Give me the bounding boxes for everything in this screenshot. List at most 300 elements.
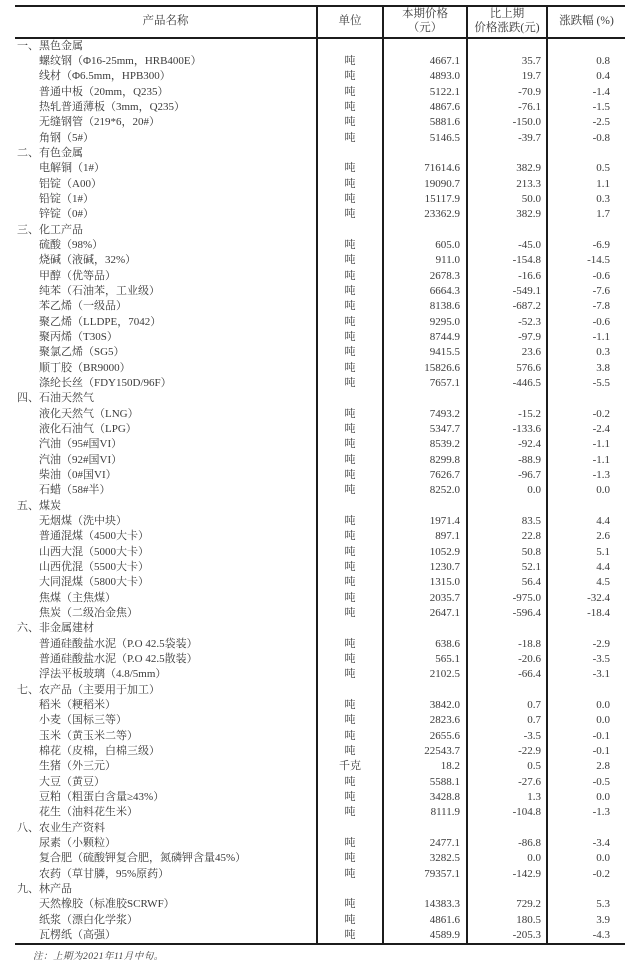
change-percent-cell: 0.0 (547, 713, 625, 728)
current-price-cell: 14383.3 (383, 897, 467, 912)
change-percent-cell: 0.0 (547, 483, 625, 498)
price-change-cell: 50.0 (467, 192, 547, 207)
header-row (15, 6, 625, 38)
price-change-cell: 180.5 (467, 912, 547, 927)
table-row (15, 330, 625, 345)
change-percent-cell: -0.2 (547, 407, 625, 422)
footnote: 注：上期为2021年11月中旬。 (33, 952, 164, 962)
change-percent-cell: -5.5 (547, 376, 625, 391)
product-name-cell: 普通混煤（4500大卡） (39, 530, 149, 543)
table-row (15, 238, 625, 253)
change-percent-cell (547, 499, 625, 514)
current-price-cell: 2035.7 (383, 590, 467, 605)
unit-cell: 吨 (317, 299, 383, 314)
table-row (15, 636, 625, 651)
unit-cell: 吨 (317, 897, 383, 912)
col-header-price-change-line2: 价格涨跌(元) (474, 22, 540, 34)
change-percent-cell: -1.1 (547, 453, 625, 468)
table-row (15, 713, 625, 728)
change-percent-cell: -7.8 (547, 299, 625, 314)
section-row (15, 882, 625, 897)
unit-cell: 吨 (317, 315, 383, 330)
current-price-cell: 4867.6 (383, 100, 467, 115)
table-row (15, 468, 625, 483)
current-price-cell: 4893.0 (383, 69, 467, 84)
current-price-cell: 7657.1 (383, 376, 467, 391)
price-change-cell (467, 621, 547, 636)
change-percent-cell (547, 146, 625, 161)
change-percent-cell: 4.4 (547, 560, 625, 575)
price-change-cell: 56.4 (467, 575, 547, 590)
product-name-cell: 普通硅酸盐水泥（P.O 42.5袋装） (39, 637, 198, 650)
current-price-cell: 1971.4 (383, 514, 467, 529)
change-percent-cell: -4.3 (547, 928, 625, 944)
price-change-cell: -3.5 (467, 728, 547, 743)
product-name-cell: 普通硅酸盐水泥（P.O 42.5散装） (39, 652, 198, 665)
price-change-cell: 50.8 (467, 545, 547, 560)
unit-cell: 吨 (317, 54, 383, 69)
price-change-cell (467, 38, 547, 54)
unit-cell: 吨 (317, 437, 383, 452)
price-change-cell: -66.4 (467, 667, 547, 682)
product-name-cell: 液化天然气（LNG） (39, 407, 139, 420)
price-change-cell: 0.7 (467, 713, 547, 728)
change-percent-cell: -1.4 (547, 85, 625, 100)
product-name-cell: 铝锭（A00） (39, 177, 102, 190)
change-percent-cell: -14.5 (547, 253, 625, 268)
change-percent-cell: 0.8 (547, 54, 625, 69)
col-header-price-change-line1: 比上期 (489, 8, 525, 21)
current-price-cell: 9295.0 (383, 315, 467, 330)
change-percent-cell: 4.5 (547, 575, 625, 590)
price-change-cell: -27.6 (467, 774, 547, 789)
product-name-cell: 螺纹钢（Φ16-25mm，HRB400E） (39, 55, 202, 68)
current-price-cell: 565.1 (383, 652, 467, 667)
table-row (15, 361, 625, 376)
unit-cell (317, 882, 383, 897)
product-name-cell: 大同混煤（5800大卡） (39, 576, 149, 589)
table-row (15, 269, 625, 284)
table-row (15, 851, 625, 866)
table-row (15, 866, 625, 881)
current-price-cell: 8539.2 (383, 437, 467, 452)
current-price-cell (383, 499, 467, 514)
unit-cell (317, 621, 383, 636)
current-price-cell: 8299.8 (383, 453, 467, 468)
unit-cell: 吨 (317, 131, 383, 146)
price-change-cell: 0.0 (467, 851, 547, 866)
price-change-cell: -88.9 (467, 453, 547, 468)
product-name-cell: 六、非金属建材 (17, 622, 94, 635)
table-row (15, 207, 625, 222)
product-name-cell: 苯乙烯（一级品） (39, 300, 127, 313)
change-percent-cell: -0.6 (547, 269, 625, 284)
price-change-cell: -22.9 (467, 744, 547, 759)
table-row (15, 483, 625, 498)
table-row (15, 744, 625, 759)
change-percent-cell: 5.1 (547, 545, 625, 560)
unit-cell: 吨 (317, 529, 383, 544)
current-price-cell: 3282.5 (383, 851, 467, 866)
current-price-cell: 2102.5 (383, 667, 467, 682)
current-price-cell: 2678.3 (383, 269, 467, 284)
price-change-cell: -76.1 (467, 100, 547, 115)
price-change-cell: 23.6 (467, 345, 547, 360)
change-percent-cell: 4.4 (547, 514, 625, 529)
current-price-cell: 4589.9 (383, 928, 467, 944)
current-price-cell: 638.6 (383, 636, 467, 651)
col-header-unit-label: 单位 (338, 15, 362, 28)
table-row (15, 805, 625, 820)
price-change-cell: 83.5 (467, 514, 547, 529)
current-price-cell: 2823.6 (383, 713, 467, 728)
product-name-cell: 普通中板（20mm，Q235） (39, 85, 169, 98)
price-change-cell: -96.7 (467, 468, 547, 483)
current-price-cell: 4667.1 (383, 54, 467, 69)
product-name-cell: 棉花（皮棉，白棉三级） (39, 744, 160, 757)
unit-cell: 吨 (317, 636, 383, 651)
current-price-cell: 15826.6 (383, 361, 467, 376)
product-name-cell: 二、有色金属 (17, 147, 83, 160)
product-name-cell: 液化石油气（LPG） (39, 423, 137, 436)
unit-cell: 吨 (317, 468, 383, 483)
table-row (15, 284, 625, 299)
price-change-cell: -596.4 (467, 606, 547, 621)
price-change-cell: -133.6 (467, 422, 547, 437)
product-name-cell: 花生（油料花生米） (39, 806, 138, 819)
product-name-cell: 浮法平板玻璃（4.8/5mm） (39, 668, 167, 681)
unit-cell: 吨 (317, 728, 383, 743)
unit-cell: 吨 (317, 284, 383, 299)
unit-cell: 吨 (317, 545, 383, 560)
price-change-cell (467, 882, 547, 897)
price-change-cell: -70.9 (467, 85, 547, 100)
unit-cell: 吨 (317, 713, 383, 728)
product-name-cell: 聚乙烯（LLDPE，7042） (39, 315, 162, 328)
product-name-cell: 山西大混（5000大卡） (39, 545, 149, 558)
unit-cell: 吨 (317, 698, 383, 713)
current-price-cell (383, 146, 467, 161)
section-row (15, 391, 625, 406)
price-change-cell: -86.8 (467, 836, 547, 851)
price-change-cell: -205.3 (467, 928, 547, 944)
price-change-cell (467, 820, 547, 835)
product-name-cell: 柴油（0#国VI） (39, 469, 117, 482)
price-change-cell (467, 682, 547, 697)
unit-cell (317, 223, 383, 238)
col-header-product-name-label: 产品名称 (142, 15, 189, 28)
current-price-cell: 5881.6 (383, 115, 467, 130)
unit-cell (317, 499, 383, 514)
change-percent-cell (547, 882, 625, 897)
change-percent-cell: -1.1 (547, 437, 625, 452)
current-price-cell: 897.1 (383, 529, 467, 544)
current-price-cell: 605.0 (383, 238, 467, 253)
current-price-cell (383, 223, 467, 238)
current-price-cell: 9415.5 (383, 345, 467, 360)
current-price-cell: 15117.9 (383, 192, 467, 207)
table-row (15, 560, 625, 575)
unit-cell: 吨 (317, 744, 383, 759)
table-row (15, 590, 625, 605)
col-header-product-name (15, 6, 317, 38)
product-name-cell: 硫酸（98%） (39, 239, 104, 252)
price-change-cell: -142.9 (467, 866, 547, 881)
current-price-cell (383, 38, 467, 54)
unit-cell: 吨 (317, 100, 383, 115)
unit-cell: 吨 (317, 851, 383, 866)
unit-cell: 千克 (317, 759, 383, 774)
unit-cell: 吨 (317, 192, 383, 207)
product-name-cell: 尿素（小颗粒） (39, 836, 116, 849)
product-name-cell: 纸浆（漂白化学浆） (39, 913, 138, 926)
price-change-cell: -39.7 (467, 131, 547, 146)
price-change-cell (467, 391, 547, 406)
product-name-cell: 农药（草甘膦，95%原药） (39, 867, 170, 880)
price-change-cell: -18.8 (467, 636, 547, 651)
unit-cell: 吨 (317, 345, 383, 360)
product-name-cell: 一、黑色金属 (17, 40, 83, 52)
current-price-cell: 2647.1 (383, 606, 467, 621)
current-price-cell: 1052.9 (383, 545, 467, 560)
product-name-cell: 无缝钢管（219*6，20#） (39, 116, 160, 129)
change-percent-cell: -32.4 (547, 590, 625, 605)
product-name-cell: 线材（Φ6.5mm，HPB300） (39, 70, 171, 83)
table-row (15, 606, 625, 621)
current-price-cell: 7626.7 (383, 468, 467, 483)
table-row (15, 514, 625, 529)
unit-cell: 吨 (317, 330, 383, 345)
price-change-cell: 1.3 (467, 790, 547, 805)
product-name-cell: 豆粕（粗蛋白含量≥43%） (39, 790, 165, 803)
price-change-cell: 382.9 (467, 161, 547, 176)
table-row (15, 315, 625, 330)
product-name-cell: 聚丙烯（T30S） (39, 331, 118, 344)
change-percent-cell: -0.1 (547, 744, 625, 759)
unit-cell: 吨 (317, 69, 383, 84)
unit-cell: 吨 (317, 805, 383, 820)
change-percent-cell (547, 682, 625, 697)
product-name-cell: 甲醇（优等品） (39, 269, 116, 282)
price-change-cell: -446.5 (467, 376, 547, 391)
product-name-cell: 天然橡胶（标准胶SCRWF） (39, 898, 175, 911)
price-change-cell: -150.0 (467, 115, 547, 130)
current-price-cell: 23362.9 (383, 207, 467, 222)
price-change-cell: -975.0 (467, 590, 547, 605)
unit-cell: 吨 (317, 836, 383, 851)
change-percent-cell: 1.7 (547, 207, 625, 222)
change-percent-cell: 0.3 (547, 345, 625, 360)
change-percent-cell: -6.9 (547, 238, 625, 253)
change-percent-cell: -0.8 (547, 131, 625, 146)
product-name-cell: 汽油（92#国VI） (39, 453, 123, 466)
current-price-cell: 2655.6 (383, 728, 467, 743)
price-change-cell: -20.6 (467, 652, 547, 667)
table-row (15, 437, 625, 452)
col-header-change-percent (547, 6, 625, 38)
price-change-cell: -687.2 (467, 299, 547, 314)
table-row (15, 652, 625, 667)
unit-cell: 吨 (317, 85, 383, 100)
table-row (15, 667, 625, 682)
change-percent-cell: -2.4 (547, 422, 625, 437)
price-change-cell: 0.0 (467, 483, 547, 498)
current-price-cell (383, 391, 467, 406)
product-name-cell: 复合肥（硫酸钾复合肥，氮磷钾含量45%） (39, 852, 247, 865)
product-name-cell: 纯苯（石油苯，工业级） (39, 285, 160, 298)
section-row (15, 621, 625, 636)
current-price-cell: 8111.9 (383, 805, 467, 820)
change-percent-cell: -3.4 (547, 836, 625, 851)
col-header-change-percent-label: 涨跌幅 (%) (559, 15, 614, 28)
section-row (15, 223, 625, 238)
product-name-cell: 顺丁胶（BR9000） (39, 361, 131, 374)
unit-cell: 吨 (317, 115, 383, 130)
table-row (15, 698, 625, 713)
price-change-cell (467, 499, 547, 514)
change-percent-cell: -3.1 (547, 667, 625, 682)
change-percent-cell: -2.9 (547, 636, 625, 651)
table-row (15, 453, 625, 468)
change-percent-cell: -0.5 (547, 774, 625, 789)
unit-cell: 吨 (317, 928, 383, 944)
table-row (15, 192, 625, 207)
unit-cell: 吨 (317, 253, 383, 268)
price-change-cell: 22.8 (467, 529, 547, 544)
table-row (15, 345, 625, 360)
change-percent-cell (547, 621, 625, 636)
product-name-cell: 电解铜（1#） (39, 162, 105, 175)
product-name-cell: 八、农业生产资料 (17, 821, 105, 834)
change-percent-cell (547, 391, 625, 406)
unit-cell: 吨 (317, 560, 383, 575)
unit-cell: 吨 (317, 667, 383, 682)
table-row (15, 774, 625, 789)
product-name-cell: 稻米（粳稻米） (39, 698, 116, 711)
price-change-cell: 35.7 (467, 54, 547, 69)
unit-cell: 吨 (317, 407, 383, 422)
current-price-cell (383, 682, 467, 697)
table-row (15, 897, 625, 912)
current-price-cell: 8138.6 (383, 299, 467, 314)
col-header-current-price (383, 6, 467, 38)
table-row (15, 177, 625, 192)
price-change-cell: 19.7 (467, 69, 547, 84)
table-row (15, 790, 625, 805)
price-change-cell: 0.7 (467, 698, 547, 713)
table-row (15, 728, 625, 743)
unit-cell (317, 682, 383, 697)
current-price-cell (383, 621, 467, 636)
table-row (15, 161, 625, 176)
unit-cell: 吨 (317, 453, 383, 468)
price-change-cell: -97.9 (467, 330, 547, 345)
unit-cell: 吨 (317, 652, 383, 667)
change-percent-cell: -2.5 (547, 115, 625, 130)
current-price-cell: 5122.1 (383, 85, 467, 100)
product-name-cell: 四、石油天然气 (17, 392, 94, 405)
price-change-cell: -16.6 (467, 269, 547, 284)
current-price-cell: 8744.9 (383, 330, 467, 345)
product-name-cell: 瓦楞纸（高强） (39, 928, 116, 941)
product-name-cell: 生猪（外三元） (39, 760, 116, 773)
section-row (15, 146, 625, 161)
change-percent-cell: 2.8 (547, 759, 625, 774)
unit-cell: 吨 (317, 361, 383, 376)
table-row (15, 54, 625, 69)
current-price-cell: 6664.3 (383, 284, 467, 299)
unit-cell: 吨 (317, 790, 383, 805)
current-price-cell (383, 882, 467, 897)
section-row (15, 820, 625, 835)
table-row (15, 253, 625, 268)
current-price-cell (383, 820, 467, 835)
product-name-cell: 锌锭（0#） (39, 208, 94, 221)
commodity-price-table-container (15, 5, 625, 945)
change-percent-cell: 0.0 (547, 790, 625, 805)
product-name-cell: 焦煤（主焦煤） (39, 591, 116, 604)
change-percent-cell: 3.9 (547, 912, 625, 927)
unit-cell: 吨 (317, 606, 383, 621)
price-change-cell: -549.1 (467, 284, 547, 299)
unit-cell (317, 38, 383, 54)
price-change-cell: -104.8 (467, 805, 547, 820)
col-header-price-change (467, 6, 547, 38)
change-percent-cell: -1.5 (547, 100, 625, 115)
commodity-price-table (15, 5, 625, 945)
table-row (15, 131, 625, 146)
unit-cell: 吨 (317, 774, 383, 789)
current-price-cell: 71614.6 (383, 161, 467, 176)
unit-cell: 吨 (317, 161, 383, 176)
table-row (15, 836, 625, 851)
unit-cell: 吨 (317, 269, 383, 284)
price-change-cell: 213.3 (467, 177, 547, 192)
change-percent-cell: -18.4 (547, 606, 625, 621)
unit-cell: 吨 (317, 514, 383, 529)
price-change-cell: -15.2 (467, 407, 547, 422)
product-name-cell: 烧碱（液碱，32%） (39, 254, 137, 267)
table-row (15, 545, 625, 560)
price-change-cell: 382.9 (467, 207, 547, 222)
unit-cell: 吨 (317, 590, 383, 605)
product-name-cell: 五、煤炭 (17, 499, 61, 512)
table-body (15, 38, 625, 944)
change-percent-cell: 0.5 (547, 161, 625, 176)
unit-cell: 吨 (317, 238, 383, 253)
product-name-cell: 石蜡（58#半） (39, 484, 111, 497)
unit-cell: 吨 (317, 912, 383, 927)
change-percent-cell: 0.0 (547, 698, 625, 713)
section-row (15, 38, 625, 54)
table-row (15, 759, 625, 774)
current-price-cell: 79357.1 (383, 866, 467, 881)
change-percent-cell: -1.3 (547, 468, 625, 483)
table-row (15, 115, 625, 130)
product-name-cell: 无烟煤（洗中块） (39, 515, 127, 527)
price-change-cell: -92.4 (467, 437, 547, 452)
table-row (15, 376, 625, 391)
current-price-cell: 2477.1 (383, 836, 467, 851)
change-percent-cell: 0.3 (547, 192, 625, 207)
table-row (15, 575, 625, 590)
change-percent-cell: 3.8 (547, 361, 625, 376)
change-percent-cell: -3.5 (547, 652, 625, 667)
table-row (15, 100, 625, 115)
current-price-cell: 8252.0 (383, 483, 467, 498)
table-row (15, 69, 625, 84)
change-percent-cell: 0.0 (547, 851, 625, 866)
